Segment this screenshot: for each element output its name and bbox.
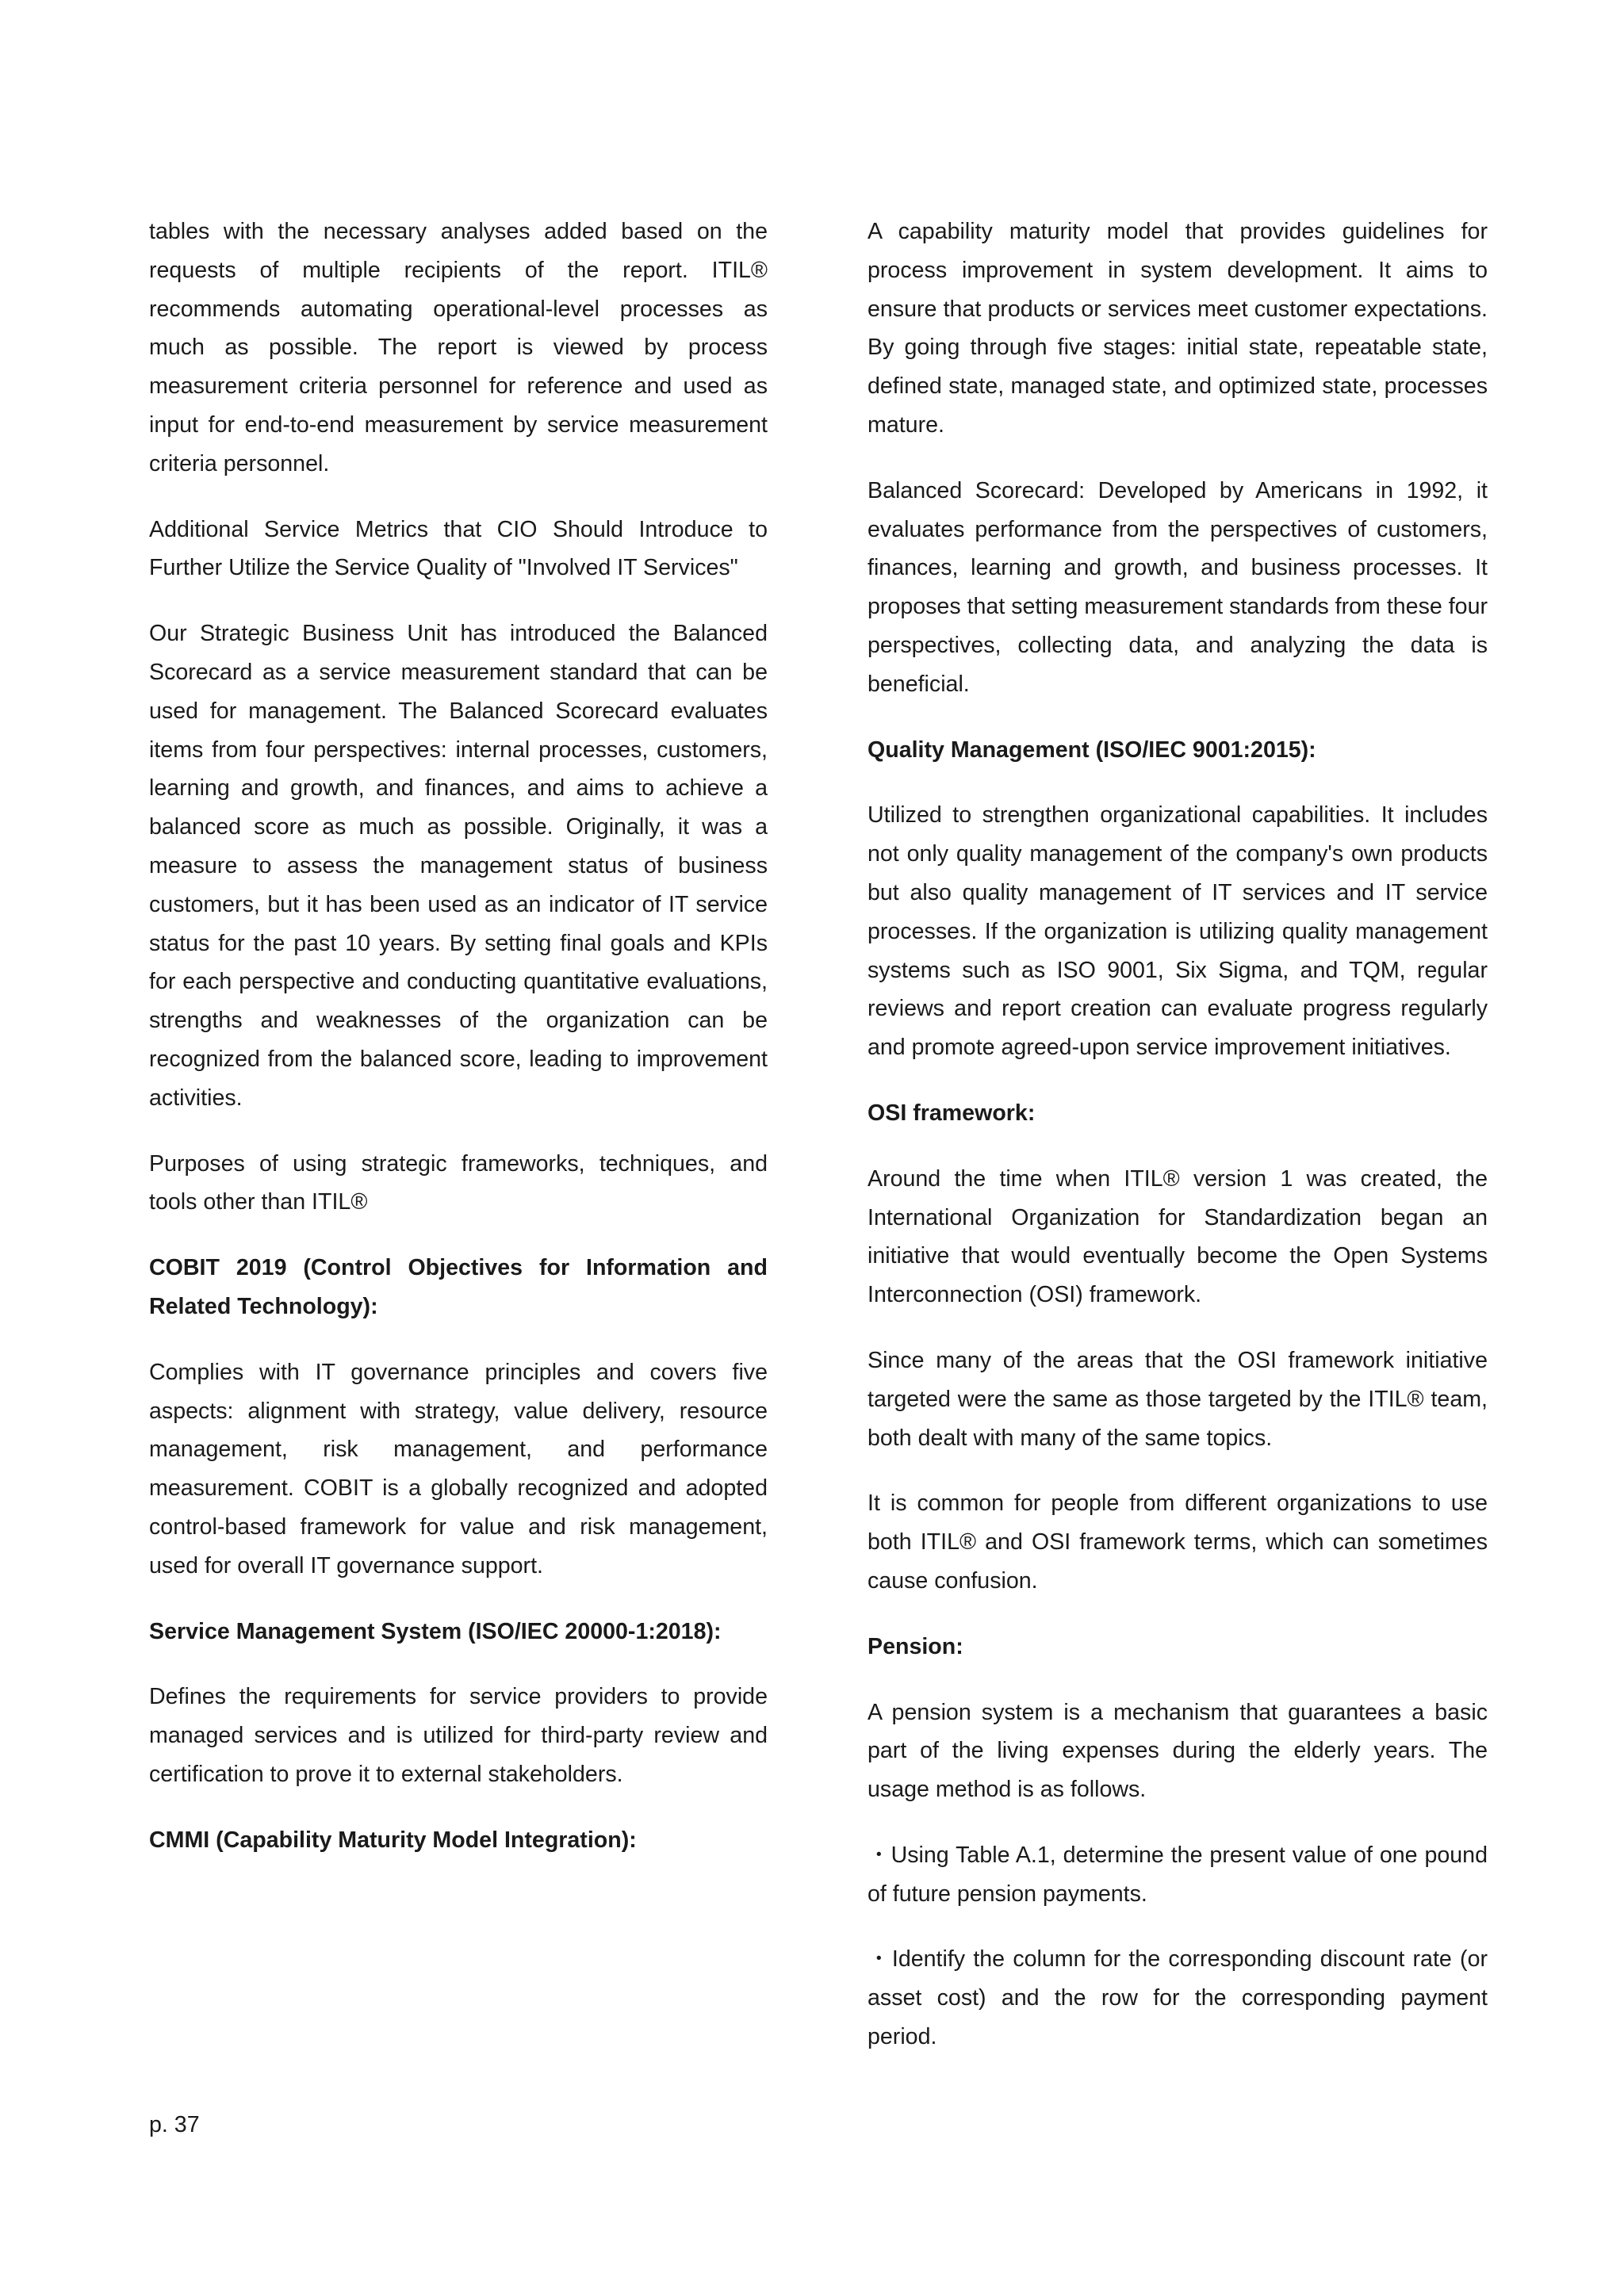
paragraph: It is common for people from different organizations to use both ITIL® and OSI framework terms, which can sometimes cause confusion. (868, 1490, 1488, 1594)
paragraph: Purposes of using strategic frameworks, techniques, and tools other than ITIL® (149, 1150, 768, 1215)
paragraph: Since many of the areas that the OSI framework initiative targeted were the same as those targeted by the ITIL® team, both dealt with many of the same topics. (868, 1347, 1488, 1451)
section-heading-quality: Quality Management (ISO/IEC 9001:2015): (868, 737, 1316, 763)
paragraph: tables with the necessary analyses added based on the requests of multiple recipients of the report. ITIL® recommends automating operational-level processes as much as possible. The report is viewed by process measurement criteria personnel for reference and used as input for end-to-end measurement by service measurement criteria personnel. (149, 219, 768, 476)
paragraph: Balanced Scorecard: Developed by Americans in 1992, it evaluates performance from the perspectives of customers, finances, learning and growth, and business processes. It proposes that setting measurement standards from these four perspectives, collecting data, and analyzing the data is beneficial. (868, 477, 1488, 697)
section-heading-cobit: COBIT 2019 (Control Objectives for Information and Related Technology): (149, 1255, 768, 1319)
page-number: p. 37 (149, 2112, 200, 2137)
paragraph: Additional Service Metrics that CIO Should Introduce to Further Utilize the Service Quality of "Involved IT Services" (149, 516, 768, 581)
paragraph: Defines the requirements for service providers to provide managed services and is utilized for third-party review and certification to prove it to external stakeholders. (149, 1684, 768, 1787)
section-heading-cmmi: CMMI (Capability Maturity Model Integration): (149, 1827, 637, 1853)
paragraph: Complies with IT governance principles and covers five aspects: alignment with strategy, value delivery, resource management, risk management, and performance measurement. COBIT is a globally recognized and adopted control-based framework for value and risk management, used for overall IT governance support. (149, 1359, 768, 1578)
section-heading-pension: Pension: (868, 1633, 963, 1659)
section-heading-osi: OSI framework: (868, 1100, 1036, 1126)
paragraph: Utilized to strengthen organizational capabilities. It includes not only quality management of the company's own products but also quality management of IT services and IT service processes. If the organization is utilizing quality management systems such as ISO 9001, Six Sigma, and TQM, regular reviews and report creation can evaluate progress regularly and promote agreed-upon service improvement initiatives. (868, 802, 1488, 1061)
paragraph: A pension system is a mechanism that guarantees a basic part of the living expenses during the elderly years. The usage method is as follows. (868, 1699, 1488, 1803)
paragraph: A capability maturity model that provides guidelines for process improvement in system development. It aims to ensure that products or services meet customer expectations. By going through five stages: initial state, repeatable state, defined state, managed state, and optimized state, processes mature. (868, 219, 1488, 438)
list-item: ・Using Table A.1, determine the present value of one pound of future pension payments. (868, 1842, 1488, 1907)
right-column (868, 212, 1488, 2084)
list-item: ・Identify the column for the corresponding discount rate (or asset cost) and the row for the corresponding payment period. (868, 1946, 1488, 2050)
left-column (149, 212, 768, 1886)
paragraph: Around the time when ITIL® version 1 was created, the International Organization for Standardization began an initiative that would eventually become the Open Systems Interconnection (OSI) framework. (868, 1165, 1488, 1308)
section-heading-sms: Service Management System (ISO/IEC 20000-1:2018): (149, 1618, 722, 1644)
paragraph: Our Strategic Business Unit has introduced the Balanced Scorecard as a service measurement standard that can be used for management. The Balanced Scorecard evaluates items from four perspectives: internal processes, customers, learning and growth, and finances, and aims to achieve a balanced score as much as possible. Originally, it was a measure to assess the management status of business customers, but it has been used as an indicator of IT service status for the past 10 years. By setting final goals and KPIs for each perspective and conducting quantitative evaluations, strengths and weaknesses of the organization can be recognized from the balanced score, leading to improvement activities. (149, 621, 768, 1111)
